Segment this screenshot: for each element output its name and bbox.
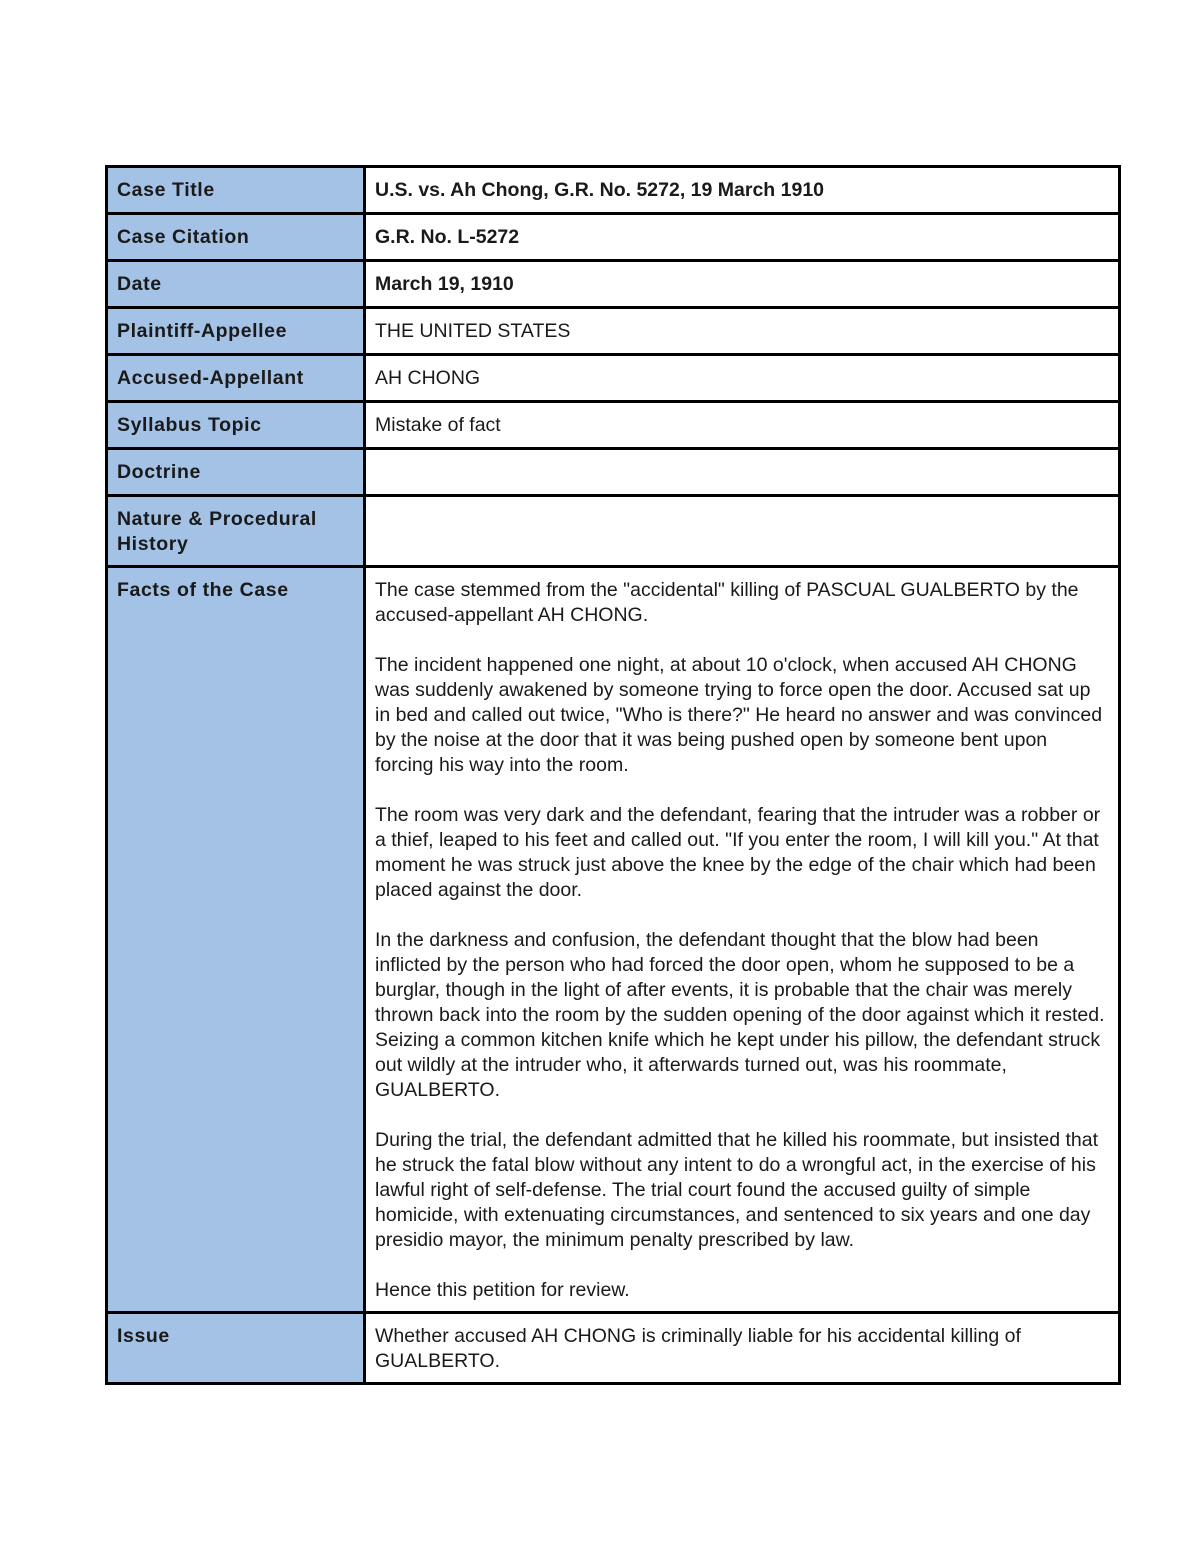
facts-paragraph: During the trial, the defendant admitted that he killed his roommate, but insisted that he struck the fatal blow without any intent to do a wrongful act, in the exercise of his lawful right of self-defense. The trial court found the accused guilty of simple homicide, with extenuating circumstances, and sentenced to six years and one day presidio mayor, the minimum penalty prescribed by law. [375,1129,1098,1251]
table-row-date [107,261,1120,308]
syllabus-topic-label: Syllabus Topic [107,402,365,449]
table-row-facts [107,567,1120,1313]
table-row-doctrine [107,449,1120,496]
table-row-case-citation [107,214,1120,261]
accused-appellant-label: Accused-Appellant [107,355,365,402]
nature-history-label: Nature & Procedural History [107,496,365,567]
table-row-accused-appellant [107,355,1120,402]
date-value: March 19, 1910 [365,261,1120,308]
facts-label: Facts of the Case [107,567,365,1313]
case-title-label: Case Title [107,167,365,214]
case-citation-label: Case Citation [107,214,365,261]
plaintiff-appellee-label: Plaintiff-Appellee [107,308,365,355]
doctrine-label: Doctrine [107,449,365,496]
nature-history-value [365,496,1120,567]
facts-paragraph: The incident happened one night, at about 10 o'clock, when accused AH CHONG was suddenly awakened by someone trying to force open the door. Accused sat up in bed and called out twice, "Who is there?" He heard no answer and was convinced by the noise at the door that it was being pushed open by someone bent upon forcing his way into the room. [375,654,1103,776]
issue-label: Issue [107,1313,365,1384]
issue-value: Whether accused AH CHONG is criminally liable for his accidental killing of GUALBERTO. [365,1313,1120,1384]
facts-paragraph: The case stemmed from the "accidental" killing of PASCUAL GUALBERTO by the accused-appellant AH CHONG. [375,579,1079,626]
facts-paragraph: Hence this petition for review. [375,1279,630,1301]
case-title-value: U.S. vs. Ah Chong, G.R. No. 5272, 19 March 1910 [365,167,1120,214]
case-digest-page [105,165,1114,1385]
facts-paragraph: The room was very dark and the defendant, fearing that the intruder was a robber or a thief, leaped to his feet and called out. "If you enter the room, I will kill you." At that moment he was struck just above the knee by the edge of the chair which had been placed against the door. [375,804,1101,901]
plaintiff-appellee-value: THE UNITED STATES [365,308,1120,355]
table-row-nature-history [107,496,1120,567]
doctrine-value [365,449,1120,496]
table-row-case-title [107,167,1120,214]
case-citation-value: G.R. No. L-5272 [365,214,1120,261]
table-row-syllabus-topic [107,402,1120,449]
table-row-plaintiff-appellee [107,308,1120,355]
facts-value [365,567,1120,1313]
table-row-issue [107,1313,1120,1384]
facts-paragraph: In the darkness and confusion, the defendant thought that the blow had been inflicted by the person who had forced the door open, whom he supposed to be a burglar, though in the light of after events, it is probable that the chair was merely thrown back into the room by the sudden opening of the door against which it rested. Seizing a common kitchen knife which he kept under his pillow, the defendant struck out wildly at the intruder who, it afterwards turned out, was his roommate, GUALBERTO. [375,929,1105,1101]
date-label: Date [107,261,365,308]
syllabus-topic-value: Mistake of fact [365,402,1120,449]
accused-appellant-value: AH CHONG [365,355,1120,402]
case-digest-table [105,165,1121,1385]
